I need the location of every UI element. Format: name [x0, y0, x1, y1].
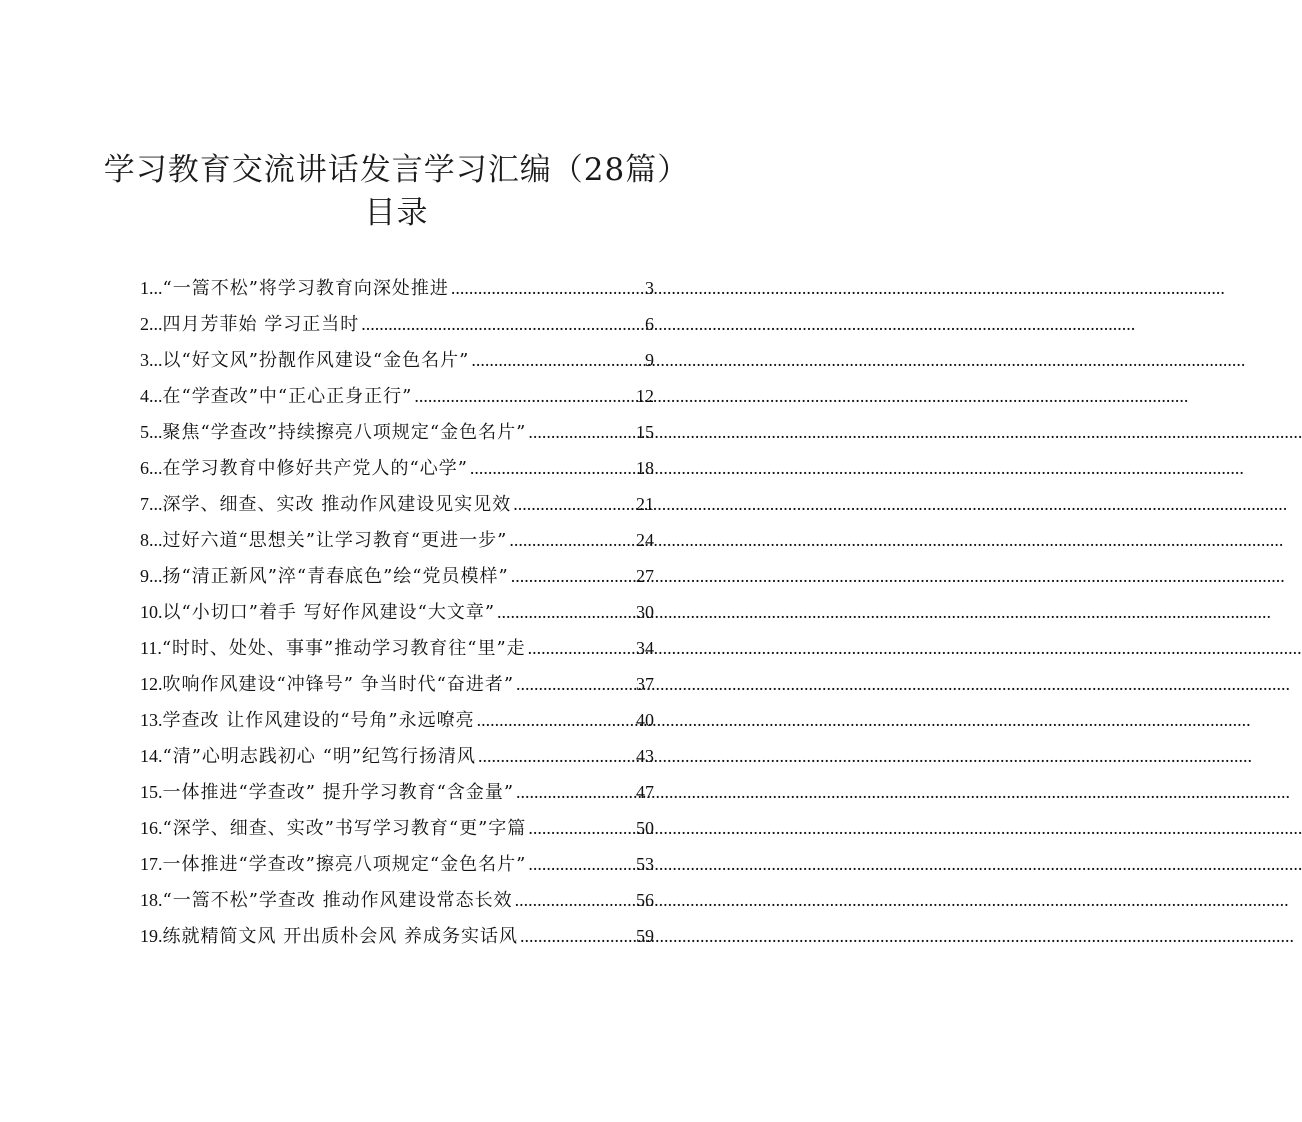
- toc-entry-page-number: 53: [636, 854, 654, 874]
- toc-dot-leader: [515, 882, 634, 919]
- toc-entry[interactable]: [140, 774, 654, 810]
- toc-entry-page-number: 18: [636, 458, 654, 478]
- toc-entry-title: 以“好文风”扮靓作风建设“金色名片”: [162, 350, 470, 371]
- toc-entry-number: 13.: [140, 710, 163, 730]
- toc-entry-number: 10.: [140, 602, 163, 622]
- toc-entry-number: 4...: [140, 386, 163, 406]
- toc-entry[interactable]: [140, 666, 654, 702]
- toc-entry[interactable]: [140, 882, 654, 918]
- toc-entry-number: 11.: [140, 638, 162, 658]
- toc-entry-title: 一体推进“学查改”擦亮八项规定“金色名片”: [162, 854, 527, 875]
- toc-entry-number: 2...: [140, 314, 163, 334]
- toc-entry[interactable]: [140, 306, 654, 342]
- toc-entry-number: 16.: [140, 818, 163, 838]
- toc-entry-page-number: 12: [636, 386, 654, 406]
- toc-dot-leader: [520, 918, 634, 955]
- toc-entry-title: 一体推进“学查改” 提升学习教育“含金量”: [162, 782, 515, 803]
- toc-entry-title: 聚焦“学查改”持续擦亮八项规定“金色名片”: [162, 422, 527, 443]
- toc-entry-number: 5...: [140, 422, 163, 442]
- toc-entry[interactable]: [140, 918, 654, 954]
- document-title: 学习教育交流讲话发言学习汇编（28篇）: [103, 152, 690, 188]
- toc-dot-leader: [516, 666, 634, 703]
- toc-entry[interactable]: [140, 630, 654, 666]
- toc-entry-title: “一篙不松”将学习教育向深处推进: [162, 278, 449, 299]
- toc-dot-leader: [528, 810, 634, 847]
- toc-entry-page-number: 50: [636, 818, 654, 838]
- toc-entry-page-number: 9: [645, 350, 654, 370]
- toc-entry[interactable]: [140, 558, 654, 594]
- toc-entry-title: 过好六道“思想关”让学习教育“更进一步”: [162, 530, 508, 551]
- toc-dot-leader: [509, 522, 634, 559]
- toc-entry-title: “深学、细查、实改”书写学习教育“更”字篇: [162, 818, 527, 839]
- toc-entry[interactable]: [140, 270, 654, 306]
- toc-entry-number: 14.: [140, 746, 163, 766]
- toc-entry[interactable]: [140, 738, 654, 774]
- toc-entry-page-number: 34: [636, 638, 654, 658]
- toc-entry-page-number: 40: [636, 710, 654, 730]
- toc-entry[interactable]: [140, 702, 654, 738]
- toc-dot-leader: [516, 774, 634, 811]
- toc-entry-page-number: 24: [636, 530, 654, 550]
- toc-entry-number: 9...: [140, 566, 163, 586]
- toc-dot-leader: [497, 594, 634, 631]
- toc-entry-title: 以“小切口”着手 写好作风建设“大文章”: [162, 602, 496, 623]
- toc-entry-title: 深学、细查、实改 推动作风建设见实见效: [162, 494, 512, 515]
- toc-entry-page-number: 30: [636, 602, 654, 622]
- toc-entry[interactable]: [140, 846, 654, 882]
- toc-dot-leader: [511, 558, 634, 595]
- toc-entry-title: 吹响作风建设“冲锋号” 争当时代“奋进者”: [162, 674, 515, 695]
- toc-dot-leader: [513, 486, 634, 523]
- toc-heading: 目录: [364, 195, 429, 231]
- toc-dot-leader: [478, 738, 634, 775]
- toc-dot-leader: [471, 342, 643, 379]
- toc-entry-title: “一篙不松”学查改 推动作风建设常态长效: [162, 890, 513, 911]
- toc-entry-title: “时时、处处、事事”推动学习教育往“里”走: [161, 638, 526, 659]
- toc-entry-number: 19.: [140, 926, 163, 946]
- toc-entry-page-number: 43: [636, 746, 654, 766]
- toc-entry-title: 练就精简文风 开出质朴会风 养成务实话风: [162, 926, 518, 947]
- toc-entry-number: 17.: [140, 854, 163, 874]
- toc-entry-number: 3...: [140, 350, 163, 370]
- toc-entry-title: 扬“清正新风”淬“青春底色”绘“党员模样”: [162, 566, 509, 587]
- toc-dot-leader: [528, 630, 634, 667]
- toc-entry[interactable]: [140, 810, 654, 846]
- toc-entry-number: 6...: [140, 458, 163, 478]
- toc-entry-number: 12.: [140, 674, 163, 694]
- toc-entry[interactable]: [140, 378, 654, 414]
- toc-dot-leader: [528, 414, 634, 451]
- toc-entry[interactable]: [140, 594, 654, 630]
- toc-entry-page-number: 21: [636, 494, 654, 514]
- toc-entry-number: 1...: [140, 278, 163, 298]
- toc-entry-number: 15.: [140, 782, 163, 802]
- toc-dot-leader: [528, 846, 634, 883]
- toc-entry-page-number: 15: [636, 422, 654, 442]
- toc-entry[interactable]: [140, 342, 654, 378]
- toc-dot-leader: [451, 270, 643, 307]
- toc-entry-title: “清”心明志践初心 “明”纪笃行扬清风: [162, 746, 477, 767]
- toc-entry-page-number: 6: [645, 314, 654, 334]
- table-of-contents: [140, 270, 654, 954]
- toc-entry-page-number: 27: [636, 566, 654, 586]
- toc-entry-page-number: 3: [645, 278, 654, 298]
- toc-entry[interactable]: [140, 414, 654, 450]
- toc-dot-leader: [470, 450, 634, 487]
- toc-entry-title: 在“学查改”中“正心正身正行”: [162, 386, 413, 407]
- toc-dot-leader: [414, 378, 634, 415]
- toc-entry-page-number: 56: [636, 890, 654, 910]
- toc-entry[interactable]: [140, 486, 654, 522]
- toc-entry-number: 7...: [140, 494, 163, 514]
- toc-entry[interactable]: [140, 450, 654, 486]
- toc-entry-title: 在学习教育中修好共产党人的“心学”: [162, 458, 468, 479]
- toc-entry-number: 18.: [140, 890, 163, 910]
- toc-entry-page-number: 37: [636, 674, 654, 694]
- toc-dot-leader: [477, 702, 634, 739]
- toc-entry-page-number: 59: [636, 926, 654, 946]
- toc-dot-leader: [361, 306, 643, 343]
- toc-entry-title: 四月芳菲始 学习正当时: [162, 314, 360, 335]
- toc-entry-title: 学查改 让作风建设的“号角”永远嘹亮: [162, 710, 475, 731]
- toc-entry-number: 8...: [140, 530, 163, 550]
- toc-entry[interactable]: [140, 522, 654, 558]
- toc-entry-page-number: 47: [636, 782, 654, 802]
